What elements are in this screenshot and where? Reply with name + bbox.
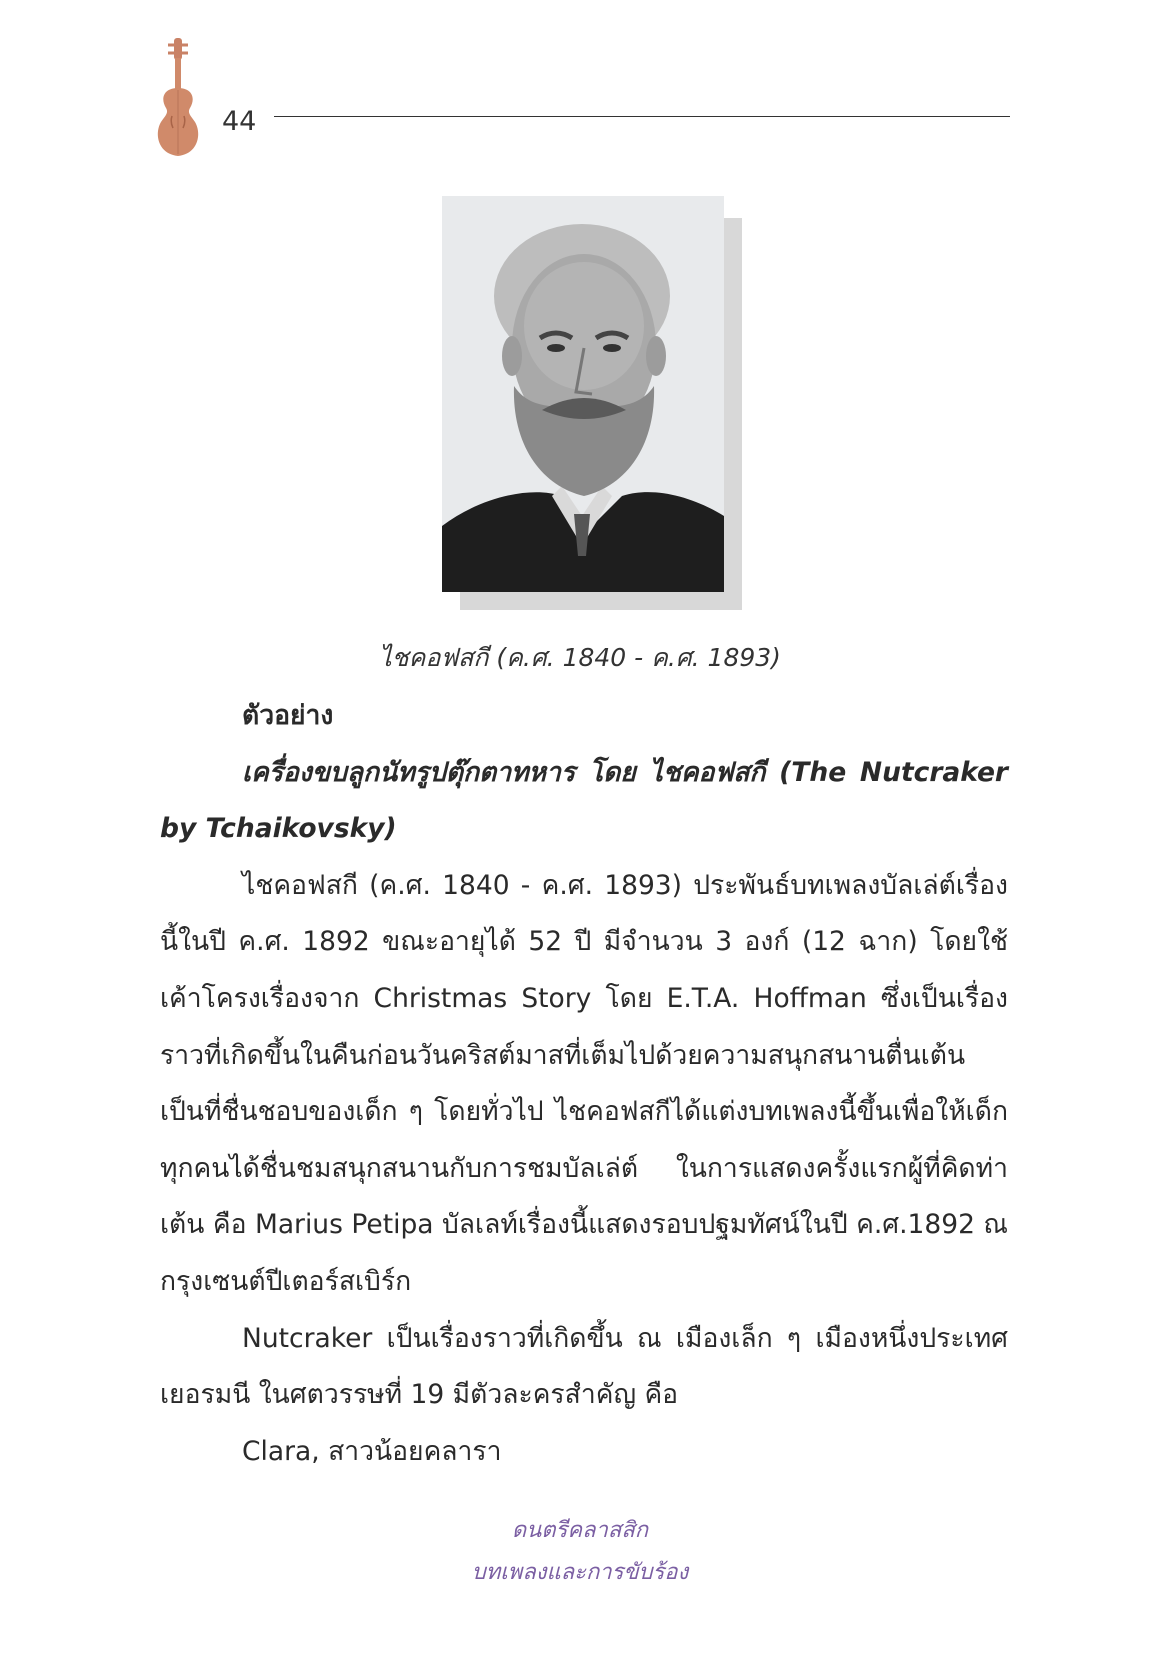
portrait-image: [442, 196, 724, 592]
page-number: 44: [222, 106, 257, 137]
paragraph-intro: ไชคอฟสกี (ค.ศ. 1840 - ค.ศ. 1893) ประพันธ์บทเพลงบัลเล่ต์เรื่องนี้ในปี ค.ศ. 1892 ขณะอายุได้ 52 ปี มีจำนวน 3 องก์ (12 ฉาก) โดยใช้เค้าโครงเรื่องจาก Christmas Story โดย E.T.A. Hoffman ซึ่งเป็นเรื่องราวที่เกิดขึ้นในคืนก่อนวันคริสต์มาสที่เต็มไปด้วยความสนุกสนานตื่นเต้น เป็นที่ชื่นชอบของเด็ก ๆ โดยทั่วไป ไชคอฟสกีได้แต่งบทเพลงนี้ขึ้นเพื่อให้เด็กทุกคนได้ชื่นชมสนุกสนานกับการชมบัลเล่ต์ ในการแสดงครั้งแรกผู้ที่คิดท่าเต้น คือ Marius Petipa บัลเลท์เรื่องนี้แสดงรอบปฐมทัศน์ในปี ค.ศ.1892 ณ กรุงเซนต์ปีเตอร์สเบิร์ก: [160, 869, 1008, 1297]
photo-caption: ไชคอฟสกี (ค.ศ. 1840 - ค.ศ. 1893): [379, 643, 781, 672]
character-clara: Clara, สาวน้อยคลารา: [242, 1435, 502, 1467]
page-header: [150, 36, 1010, 166]
footer-line-2: บทเพลงและการขับร้อง: [471, 1560, 689, 1585]
portrait-photo: [442, 196, 724, 592]
section-heading: ตัวอย่าง: [242, 700, 334, 731]
header-rule: [274, 116, 1010, 117]
violin-icon: [150, 36, 210, 162]
work-title: เครื่องขบลูกนัทรูปตุ๊กตาทหาร โดย ไชคอฟสกี (The Nutcraker by Tchaikovsky): [160, 756, 1008, 845]
main-content: [160, 688, 1008, 1480]
portrait-figure: [442, 196, 742, 610]
footer-line-1: ดนตรีคลาสสิก: [511, 1518, 649, 1543]
paragraph-story: Nutcraker เป็นเรื่องราวที่เกิดขึ้น ณ เมืองเล็ก ๆ เมืองหนึ่งประเทศเยอรมนี ในศตวรรษที่ 19 มีตัวละครสำคัญ คือ: [160, 1322, 1008, 1411]
